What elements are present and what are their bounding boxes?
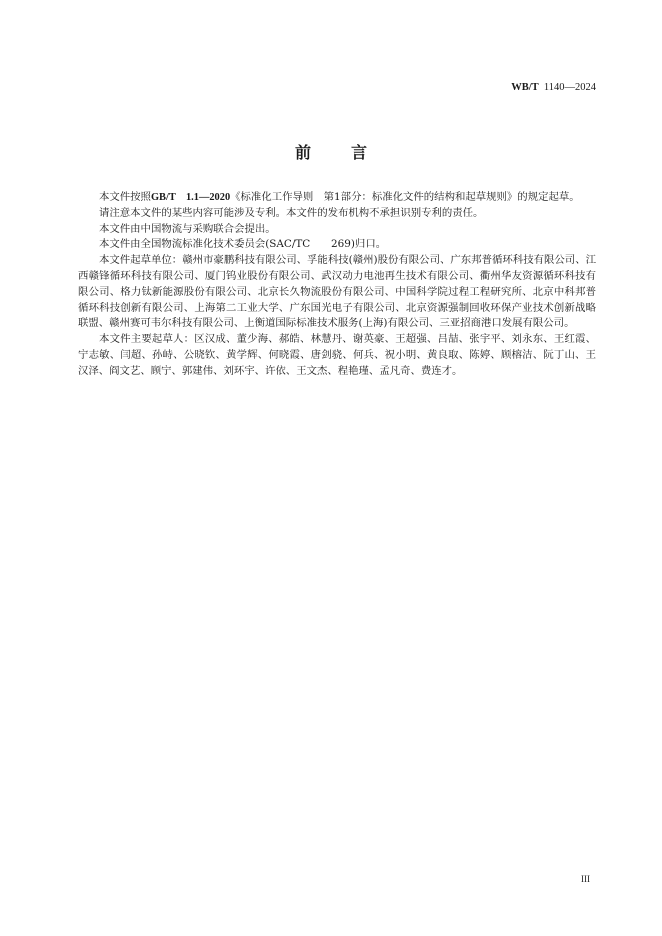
page-number: III (581, 874, 590, 884)
standard-number: 1140—2024 (543, 82, 596, 93)
drafting-rules-lead: 本文件按照 (99, 191, 151, 203)
paragraph-patent-notice: 请注意本文件的某些内容可能涉及专利。本文件的发布机构不承担识别专利的责任。 (99, 206, 484, 219)
page-title: 前言 (294, 143, 407, 162)
drafting-rules-rest: 《标准化工作导则 第1部分：标准化文件的结构和起草规则》的规定起草。 (230, 191, 580, 203)
gb-standard-ref: GB/T 1.1—2020 (150, 192, 231, 203)
paragraph-main-drafters: 本文件主要起草人：区汉成、董少海、郝皓、林慧丹、谢英豪、王超强、吕喆、张宇平、刘永东、王红霞、宁志敏、闫超、孙峙、公晓钦、黄学辉、何晓霞、唐剑骁、何兵、祝小明、黄良取、陈婷、顾榕洁、阮丁山、王汉泽、阎文艺、顾宁、郭建伟、刘环宇、许依、王文杰、程艳瑾、孟凡奇、费连才。 (78, 333, 596, 377)
standard-code (511, 82, 596, 93)
paragraph-drafting-rules (78, 190, 596, 206)
document-body (78, 190, 596, 380)
paragraph-committee: 本文件由全国物流标准化技术委员会(SAC/TC 269)归口。 (99, 238, 387, 251)
standard-prefix: WB/T (511, 82, 539, 93)
paragraph-proposer: 本文件由中国物流与采购联合会提出。 (99, 222, 276, 235)
paragraph-drafting-units: 本文件起草单位：赣州市豪鹏科技有限公司、孚能科技(赣州)股份有限公司、广东邦普循环科技有限公司、江西赣锋循环科技有限公司、厦门钨业股份有限公司、武汉动力电池再生技术有限公司、衢州华友资源循环科技有限公司、格力钛新能源股份有限公司、北京长久物流股份有限公司、中国科学院过程工程研究所、北京中科邦普循环科技创新有限公司、上海第二工业大学、广东国光电子有限公司、北京资源强制回收环保产业技术创新战略联盟、赣州赛可韦尔科技有限公司、上衡道国际标准技术服务(上海)有限公司、三亚招商港口发展有限公司。 (78, 254, 596, 330)
